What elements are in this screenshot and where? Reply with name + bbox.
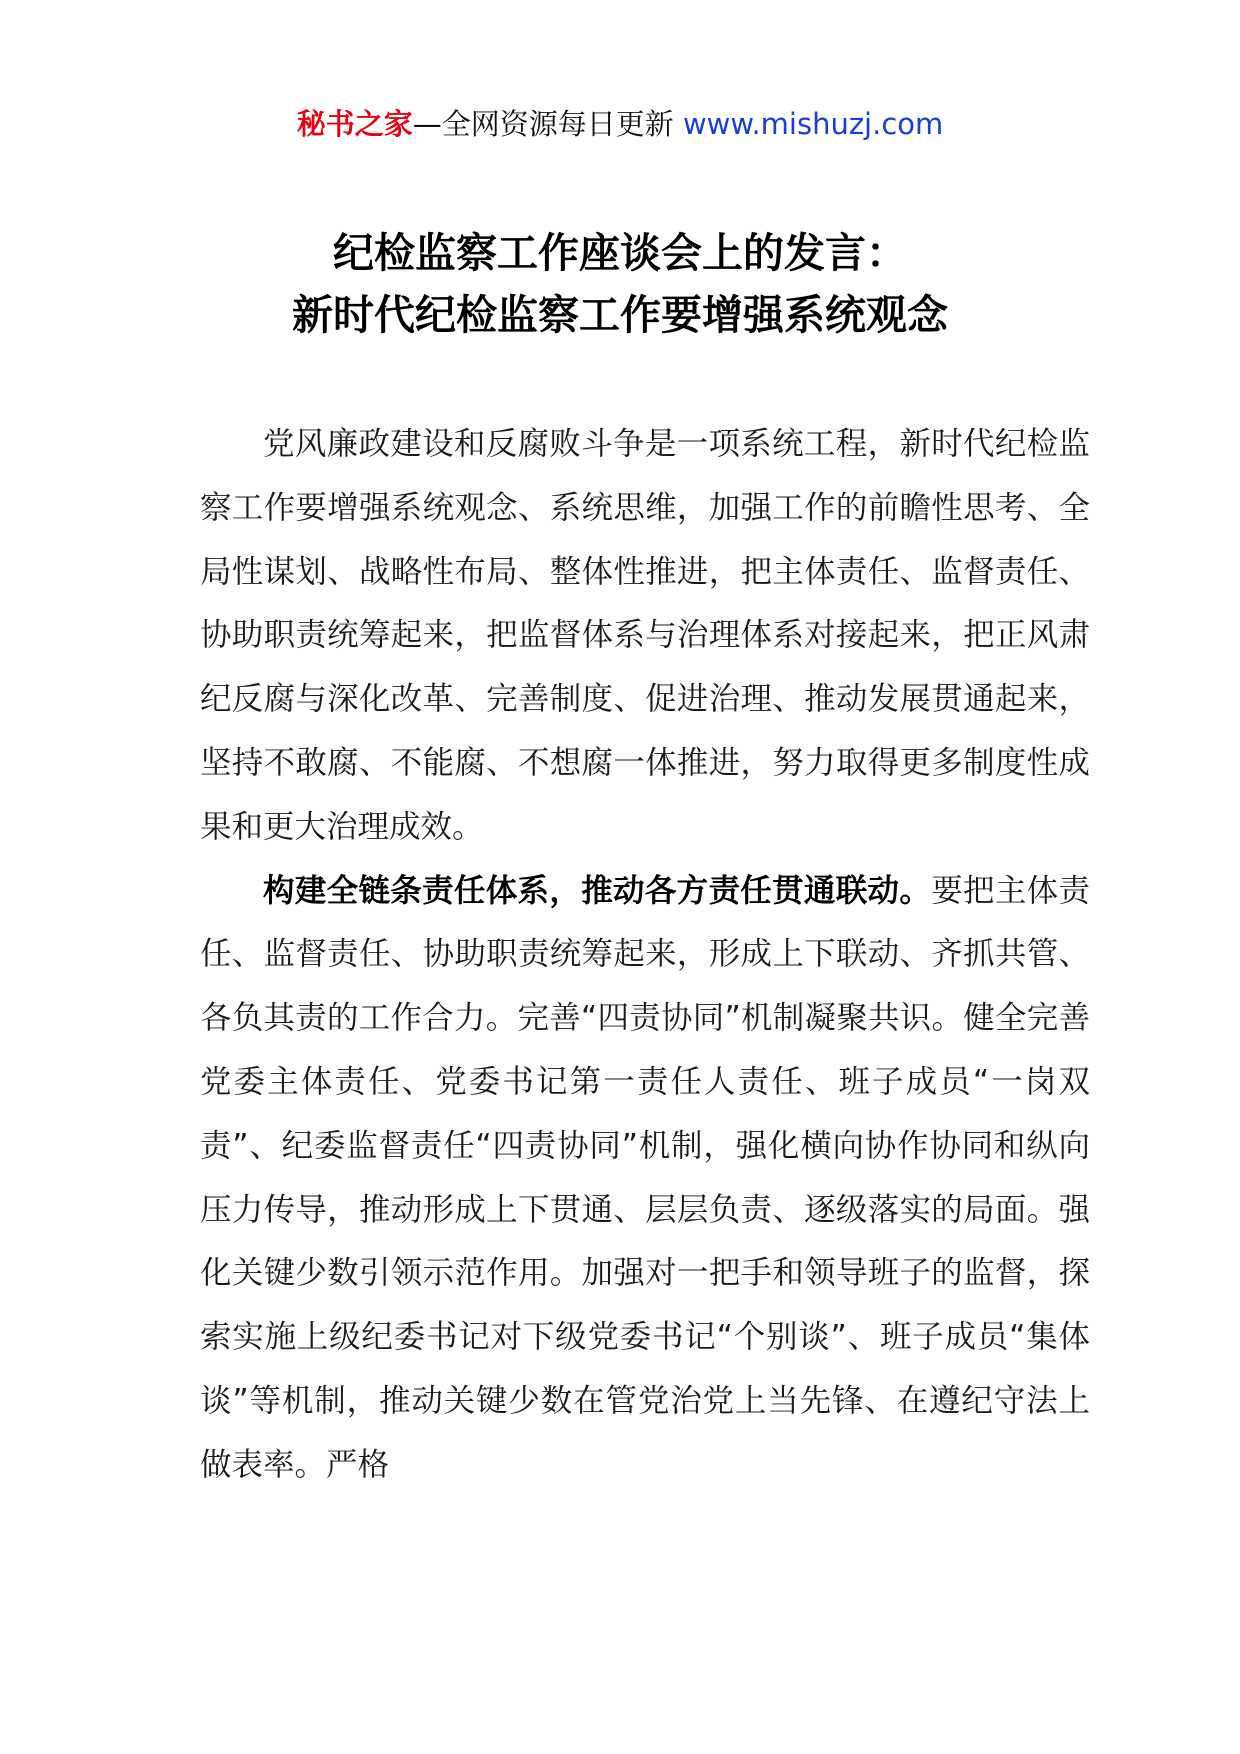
- paragraph-1: 党风廉政建设和反腐败斗争是一项系统工程，新时代纪检监察工作要增强系统观念、系统思维，加强工作的前瞻性思考、全局性谋划、战略性布局、整体性推进，把主体责任、监督责任、协助职责统筹起来，把监督体系与治理体系对接起来，把正风肃纪反腐与深化改革、完善制度、促进治理、推动发展贯通起来，坚持不敢腐、不能腐、不想腐一体推进，努力取得更多制度性成果和更大治理成效。: [200, 426, 1090, 845]
- site-header: [0, 104, 1240, 144]
- document-title: [0, 222, 1240, 346]
- site-url-link[interactable]: www.mishuzj.com: [682, 107, 944, 141]
- title-line-1: 纪检监察工作座谈会上的发言：: [333, 229, 907, 277]
- paragraph-2: [200, 860, 1090, 1498]
- site-name: 秘书之家: [296, 107, 413, 141]
- site-tagline: —全网资源每日更新: [412, 107, 674, 141]
- title-line-2: 新时代纪检监察工作要增强系统观念: [292, 291, 948, 339]
- paragraph-2-body: 要把主体责任、监督责任、协助职责统筹起来，形成上下联动、齐抓共管、各负其责的工作合力。完善“四责协同”机制凝聚共识。健全完善党委主体责任、党委书记第一责任人责任、班子成员“一岗双责”、纪委监督责任“四责协同”机制，强化横向协作协同和纵向压力传导，推动形成上下贯通、层层负责、逐级落实的局面。强化关键少数引领示范作用。加强对一把手和领导班子的监督，探索实施上级纪委书记对下级党委书记“个别谈”、班子成员“集体谈”等机制，推动关键少数在管党治党上当先锋、在遵纪守法上做表率。严格: [200, 872, 1090, 1483]
- paragraph-2-lead: 构建全链条责任体系，推动各方责任贯通联动。: [263, 872, 932, 909]
- document-body: [200, 413, 1090, 1498]
